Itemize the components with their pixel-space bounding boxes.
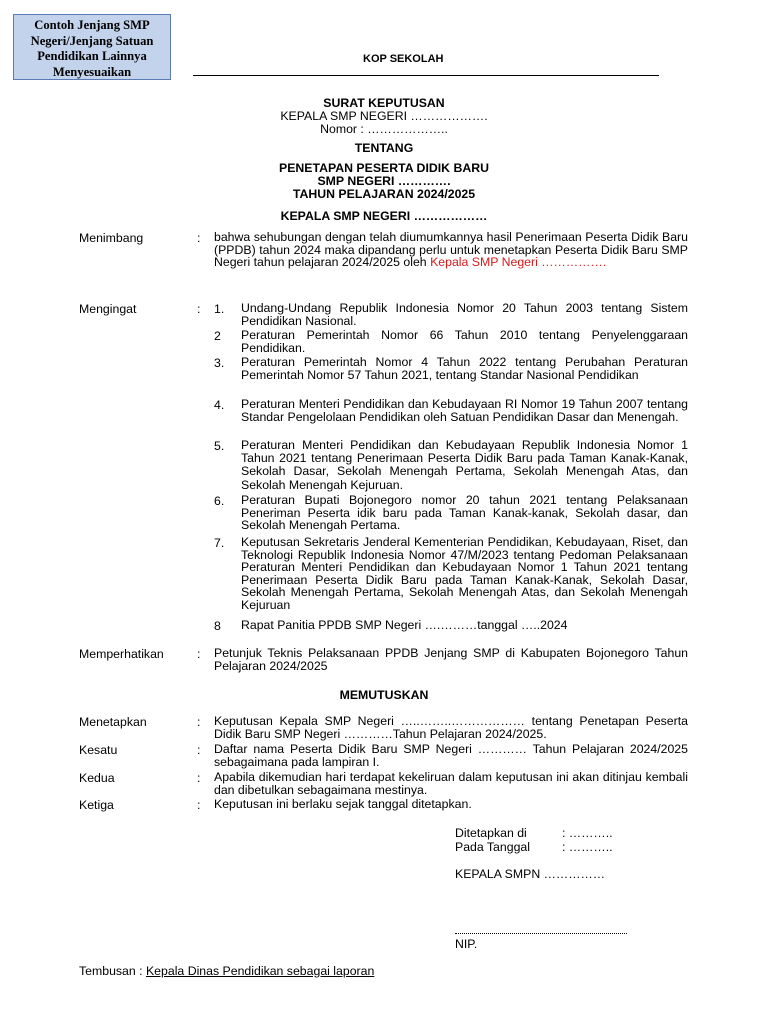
list-item: Rapat Panitia PPDB SMP Negeri ….………tanggal …..2024 [241,618,568,632]
template-note-line: Negeri/Jenjang Satuan [30,33,154,48]
menimbang-text [214,231,688,269]
colon: : [197,743,201,757]
signature-place-value: : ……….. [562,826,613,840]
decision-label: Ketiga [79,798,114,812]
list-number: 3. [214,356,225,370]
template-note-line: Menyesuaikan [52,64,132,79]
decision-label: Kesatu [79,743,118,757]
signature-date-label: Pada Tanggal [455,840,530,854]
colon: : [197,302,201,316]
subject-heading: TENTANG [354,141,414,155]
list-number: 8 [214,619,221,633]
template-note-box [13,14,171,80]
decision-text: Apabila dikemudian hari terdapat kekeliruan dalam keputusan ini akan ditinjau kembali dan dibetulkan sebagaimana mestinya. [214,770,688,797]
decision-text: Keputusan Kepala SMP Negeri …..……..……………… tentang Penetapan Peserta Didik Baru SMP Negeri …………Tahun Pelajaran 2024/2025. [214,714,688,741]
list-item: Keputusan Sekretaris Jenderal Kementerian Pendidikan, Kebudayaan, Riset, dan Teknologi Republik Indonesia Nomor 47/M/2023 tentang Pedoman Pelaksanaan Peraturan Menteri Pendidikan dan Kebudayaan Nomor 1 Tahun 2021 tentang Penerimaan Peserta Didik Baru pada Taman Kanak-Kanak, Sekolah Dasar, Sekolah Menengah Pertama, Sekolah Menengah Atas, dan Sekolah Menengah Kejuruan [241,535,688,612]
document-number: Nomor : ……………….. [320,122,448,136]
menimbang-body: bahwa sehubungan dengan telah diumumkannya hasil Penerimaan Peserta Didik Baru (PPDB) tahun 2024 maka dipandang perlu untuk menetapkan Peserta Didik Baru SMP Negeri tahun pelajaran 2024/2025 oleh [214,230,688,270]
tembusan [79,964,374,978]
document-title: SURAT KEPUTUSAN [323,96,445,110]
subject-line: TAHUN PELAJARAN 2024/2025 [292,187,476,201]
official-title: KEPALA SMP NEGERI ……………… [280,209,488,223]
signature-date-value: : ……….. [562,840,613,854]
list-number: 7. [214,536,225,550]
decision-text: Keputusan ini berlaku sejak tanggal ditetapkan. [214,797,472,811]
colon: : [197,715,201,729]
colon: : [197,231,201,245]
decision-label: Menetapkan [79,715,147,729]
signature-nip: NIP. [455,937,478,951]
template-note-line: Pendidikan Lainnya [37,49,147,63]
list-number: 5. [214,439,225,453]
tembusan-label: Tembusan : [79,964,146,978]
template-note-line: Contoh Jenjang SMP [34,18,150,32]
section-label-mengingat: Mengingat [79,302,137,316]
tembusan-recipient: Kepala Dinas Pendidikan sebagai laporan [145,964,375,978]
list-number: 6. [214,494,225,508]
list-item: Undang-Undang Republik Indonesia Nomor 20 Tahun 2003 tentang Sistem Pendidikan Nasional. [241,301,688,328]
memperhatikan-text: Petunjuk Teknis Pelaksanaan PPDB Jenjang SMP di Kabupaten Bojonegoro Tahun Pelajaran 2024/2025 [214,646,688,673]
list-item: Peraturan Bupati Bojonegoro nomor 20 tahun 2021 tentang Pelaksanaan Peneriman Peserta idik baru pada Taman Kanak-kanak, Sekolah dasar, dan Sekolah Menengah Pertama. [241,493,688,533]
list-item: Peraturan Pemerintah Nomor 4 Tahun 2022 tentang Perubahan Peraturan Pemerintah Nomor 57 Tahun 2021, tentang Standar Nasional Pendidikan [241,355,688,382]
signature-place-label: Ditetapkan di [455,826,527,840]
signature-official: KEPALA SMPN …………… [455,867,606,881]
list-item: Peraturan Pemerintah Nomor 66 Tahun 2010 tentang Penyelenggaraan Pendidikan. [241,328,688,355]
section-label-menimbang: Menimbang [79,231,144,245]
colon: : [197,798,201,812]
list-item: Peraturan Menteri Pendidikan dan Kebudayaan Republik Indonesia Nomor 1 Tahun 2021 tentang Penerimaan Peserta Didik Baru pada Taman Kanak-Kanak, Sekolah Dasar, Sekolah Menengah Pertama, Sekolah Menengah Atas, dan Sekolah Menengah Kejuruan. [241,438,688,492]
letterhead-divider [193,75,659,76]
menimbang-highlight: Kepala SMP Negeri ……………. [430,255,607,270]
signature-line [455,933,627,934]
colon: : [197,647,201,661]
list-number: 2 [214,329,221,343]
colon: : [197,771,201,785]
decision-text: Daftar nama Peserta Didik Baru SMP Negeri ………… Tahun Pelajaran 2024/2025 sebagaimana pada lampiran I. [214,742,688,769]
decision-label: Kedua [79,771,115,785]
subject-line: PENETAPAN PESERTA DIDIK BARU [279,161,489,175]
subject-line: SMP NEGERI …………. [317,174,451,188]
decision-heading: MEMUTUSKAN [339,688,429,702]
letterhead-title: KOP SEKOLAH [363,53,444,65]
list-number: 1. [214,302,225,316]
section-label-memperhatikan: Memperhatikan [79,647,164,661]
list-item: Peraturan Menteri Pendidikan dan Kebudayaan RI Nomor 19 Tahun 2007 tentang Standar Pengelolaan Pendidikan oleh Satuan Pendidikan Dasar dan Menengah. [241,397,688,424]
document-issuer: KEPALA SMP NEGERI ………………. [280,109,488,123]
list-number: 4. [214,398,225,412]
